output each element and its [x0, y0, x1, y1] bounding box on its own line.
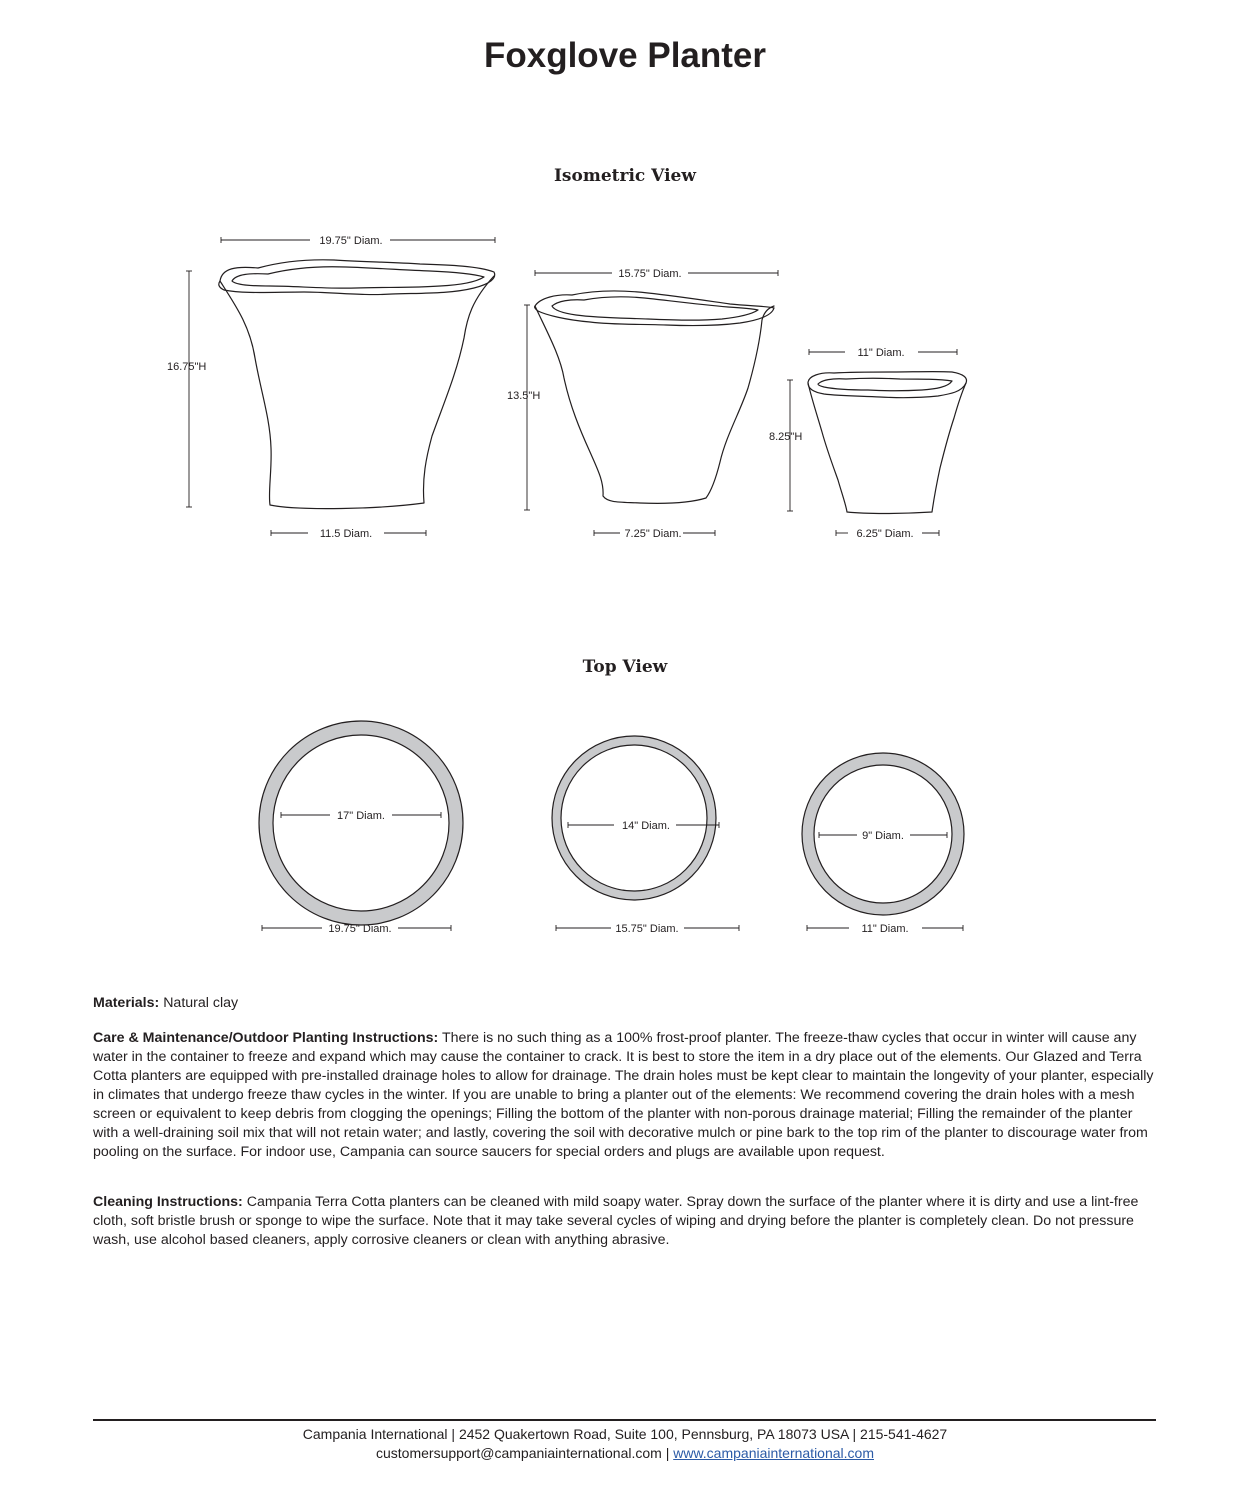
- care-text: There is no such thing as a 100% frost-proof planter. The freeze-thaw cycles that occur in winter will cause any water in the container to freeze and expand which may cause the container to crack. It is best to store the item in a dry place out of the elements. Our Glazed and Terra Cotta planters are equipped with pre-installed drainage holes to allow for drainage. The drain holes must be kept clear to maintain the longevity of your planter, especially in climates that undergo freeze thaw cycles in the winter. If you are unable to bring a planter out of the elements: We recommend covering the drain holes with a mesh screen or equivalent to keep debris from clogging the openings; Filling the bottom of the planter with non-porous drainage material; Filling the remainder of the planter with a well-draining soil mix that will not retain water; and lastly, covering the soil with decorative mulch or pine bark to the top rim of the planter to discourage water from pooling on the surface. For indoor use, Campania can source saucers for special orders and plugs are available upon request.: [93, 1030, 1154, 1160]
- materials-paragraph: [93, 994, 1158, 1013]
- large-top-diameter-label: 19.75" Diam.: [319, 235, 383, 247]
- medium-planter-rim-inner: [552, 297, 758, 320]
- small-planter-outline: [808, 383, 966, 514]
- large-planter-rim-inner: [232, 267, 484, 288]
- small-base-diameter-label: 6.25" Diam.: [856, 528, 914, 540]
- small-outer-diameter-label: 11" Diam.: [861, 923, 909, 935]
- small-planter-rim-outer: [808, 372, 966, 398]
- care-paragraph: [93, 1029, 1158, 1162]
- footer-separator: |: [665, 1445, 670, 1461]
- website-link[interactable]: www.campaniainternational.com: [673, 1445, 874, 1461]
- medium-ring-inner: [561, 745, 707, 891]
- medium-height-label: 13.5"H: [507, 390, 541, 402]
- large-inner-diameter-label: 17" Diam.: [337, 810, 385, 822]
- small-height-label: 8.25"H: [769, 431, 803, 443]
- medium-base-diameter-label: 7.25" Diam.: [624, 528, 682, 540]
- large-outer-diameter-label: 19.75" Diam.: [328, 923, 392, 935]
- support-email-link[interactable]: customersupport@campaniainternational.com: [376, 1445, 662, 1461]
- isometric-view-heading: Isometric View: [553, 166, 696, 186]
- footer-address: Campania International | 2452 Quakertown Road, Suite 100, Pennsburg, PA 18073 USA | 215-541-4627: [302, 1426, 948, 1442]
- cleaning-text: Campania Terra Cotta planters can be cleaned with mild soapy water. Spray down the surface of the planter where it is dirty and use a lint-free cloth, soft bristle brush or sponge to wipe the surface. Note that it may take several cycles of wiping and drying before the planter is completely clean. Do not pressure wash, use alcohol based cleaners, apply corrosive cleaners or clean with anything abrasive.: [93, 1194, 1139, 1248]
- page-title: Foxglove Planter: [483, 36, 767, 75]
- small-inner-diameter-label: 9" Diam.: [862, 830, 904, 842]
- footer-divider: [93, 1419, 1156, 1421]
- medium-planter-outline: [535, 306, 774, 503]
- materials-label: Materials:: [93, 995, 160, 1011]
- large-height-label: 16.75"H: [167, 361, 207, 373]
- small-top-diameter-label: 11" Diam.: [857, 347, 905, 359]
- large-base-diameter-label: 11.5 Diam.: [319, 528, 373, 540]
- footer-contact: [0, 1445, 1250, 1461]
- medium-inner-diameter-label: 14" Diam.: [622, 820, 670, 832]
- top-view-heading: Top View: [582, 657, 668, 677]
- care-label: Care & Maintenance/Outdoor Planting Instructions:: [93, 1030, 439, 1046]
- small-planter-rim-inner: [818, 378, 952, 391]
- large-planter-rim-outer: [219, 260, 495, 295]
- large-planter-outline: [220, 276, 494, 509]
- medium-outer-diameter-label: 15.75" Diam.: [615, 923, 679, 935]
- materials-text: Natural clay: [163, 995, 239, 1011]
- large-ring-inner: [273, 735, 449, 911]
- medium-top-diameter-label: 15.75" Diam.: [618, 268, 682, 280]
- cleaning-label: Cleaning Instructions:: [93, 1194, 243, 1210]
- cleaning-paragraph: [93, 1193, 1158, 1250]
